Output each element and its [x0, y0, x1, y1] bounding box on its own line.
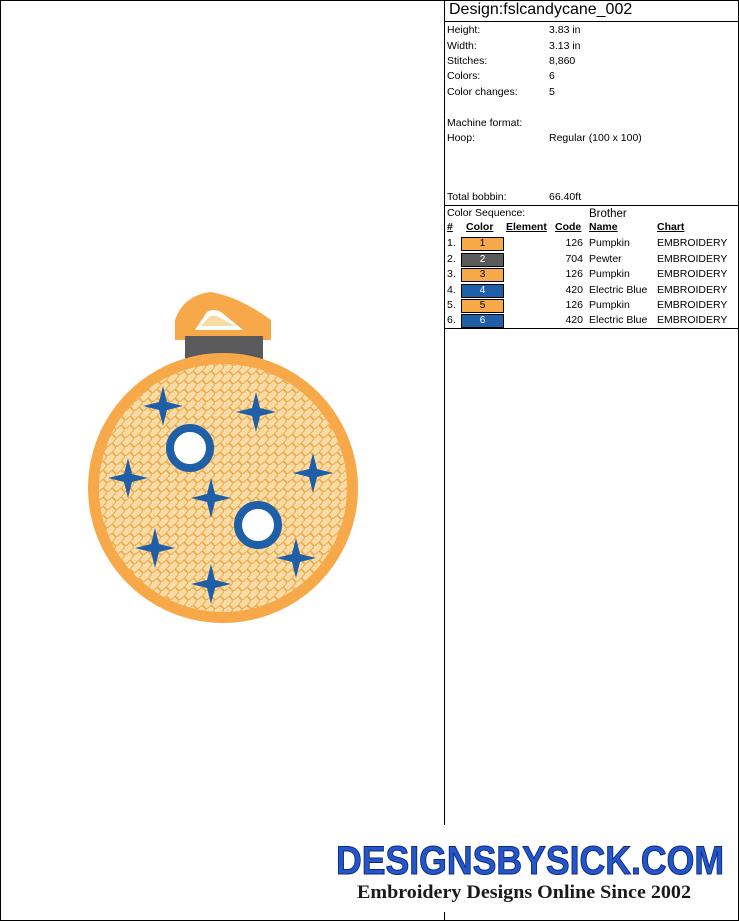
color-row: 1. 1 126 Pumpkin EMBROIDERY [447, 237, 728, 249]
panel-divider-tick [444, 912, 445, 920]
ornament-hanger [175, 292, 271, 340]
design-title: Design:fslcandycane_002 [449, 1, 633, 18]
ornament-design-preview [83, 288, 363, 633]
header-name: Name [589, 221, 618, 233]
info-machine-format: Machine format: [447, 117, 523, 129]
color-swatch: 1 [461, 237, 504, 251]
ornament-ball-mesh [99, 364, 347, 612]
color-swatch: 3 [461, 268, 504, 282]
info-height: Height: 3.83 in [447, 24, 581, 36]
panel-divider [444, 0, 445, 825]
color-row: 2. 2 704 Pewter EMBROIDERY [447, 253, 728, 265]
info-width: Width: 3.13 in [447, 40, 581, 52]
info-colors: Colors: 6 [447, 70, 555, 82]
header-color: Color [466, 221, 494, 233]
color-swatch: 5 [461, 299, 504, 313]
info-hoop: Hoop: Regular (100 x 100) [447, 132, 642, 144]
thread-brand: Brother [589, 208, 627, 220]
color-row: 5. 5 126 Pumpkin EMBROIDERY [447, 299, 728, 311]
color-swatch: 4 [461, 284, 504, 298]
header-element: Element [506, 221, 547, 233]
header-chart: Chart [657, 221, 685, 233]
color-row: 4. 4 420 Electric Blue EMBROIDERY [447, 284, 728, 296]
info-stitches: Stitches: 8,860 [447, 55, 576, 67]
designsbysick-logo [332, 832, 728, 906]
color-row: 6. 6 420 Electric Blue EMBROIDERY [447, 314, 728, 326]
info-total-bobbin: Total bobbin: 66.40ft [447, 191, 582, 203]
header-code: Code [555, 221, 582, 233]
color-sequence-label: Color Sequence: [447, 207, 526, 219]
color-swatch: 2 [461, 253, 504, 267]
title-separator [445, 21, 738, 22]
info-separator [445, 205, 738, 206]
logo-tagline: Embroidery Designs Online Since 2002 [357, 882, 691, 903]
color-row: 3. 3 126 Pumpkin EMBROIDERY [447, 268, 728, 280]
info-color-changes: Color changes: 5 [447, 86, 555, 98]
table-separator [445, 328, 738, 329]
header-number: # [447, 221, 453, 233]
logo-brand-text: DESIGNSBYSICK.COM [336, 839, 724, 883]
color-swatch: 6 [461, 314, 504, 328]
